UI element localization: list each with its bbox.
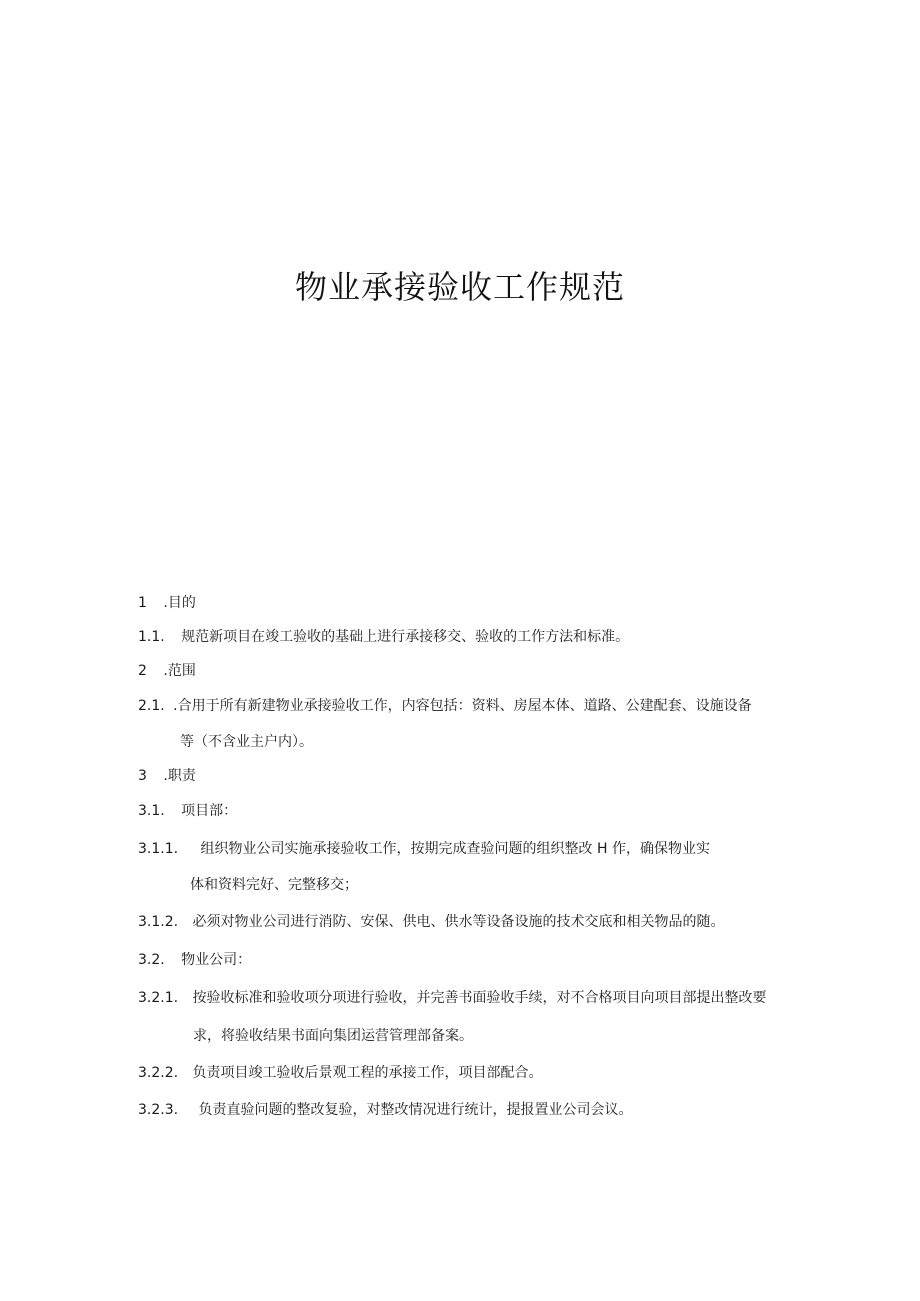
document-title: 物业承接验收工作规范	[294, 268, 625, 306]
clause-text: 规范新项目在竣工验收的基础上进行承接移交、验收的工作方法和标准。	[181, 629, 630, 645]
clause-number: 3.2.1.	[138, 990, 179, 1006]
clause-text: 组织物业公司实施承接验收工作，按期完成查验问题的组织整改 H 作，确保物业实	[200, 841, 710, 857]
clause-3-2-1	[138, 989, 767, 1007]
clause-text: .合用于所有新建物业承接验收工作，内容包括：资料、房屋本体、道路、公建配套、设施设备	[173, 698, 752, 714]
clause-text: 负责直验问题的整改复验，对整改情况进行统计，提报置业公司会议。	[198, 1102, 633, 1118]
section-heading-scope	[138, 662, 196, 680]
clause-3-1	[138, 802, 237, 820]
section-number: 3	[138, 768, 147, 784]
clause-3-2-1-continuation	[193, 1027, 473, 1045]
clause-text: 项目部：	[181, 803, 238, 819]
section-heading-responsibilities	[138, 767, 196, 785]
section-number: 1	[138, 595, 147, 611]
clause-number: 3.1.2.	[138, 914, 179, 930]
clause-number: 3.2.2.	[138, 1065, 179, 1081]
clause-1-1	[138, 628, 629, 646]
clause-3-2-2	[138, 1064, 543, 1082]
clause-2-1	[138, 697, 752, 715]
clause-number: 3.1.1.	[138, 841, 179, 857]
clause-3-2	[138, 951, 251, 969]
clause-2-1-continuation	[180, 733, 313, 751]
clause-text: 求，将验收结果书面向集团运营管理部备案。	[193, 1028, 473, 1044]
clause-number: 1.1.	[138, 629, 165, 645]
section-heading-purpose	[138, 594, 196, 612]
clause-text: 负责项目竣工验收后景观工程的承接工作，项目部配合。	[192, 1065, 543, 1081]
clause-3-1-2	[138, 913, 725, 931]
clause-number: 3.2.	[138, 952, 165, 968]
clause-text: 按验收标准和验收项分项进行验收，并完善书面验收手续，对不合格项目向项目部提出整改要	[192, 990, 767, 1006]
clause-text: 等（不含业主户内）。	[180, 734, 313, 750]
clause-3-1-1-continuation	[190, 876, 358, 894]
section-text: .范围	[163, 663, 196, 679]
clause-text: 必须对物业公司进行消防、安保、供电、供水等设备设施的技术交底和相关物品的随。	[192, 914, 725, 930]
clause-3-2-3	[138, 1101, 633, 1119]
section-number: 2	[138, 663, 147, 679]
clause-3-1-1	[138, 840, 710, 858]
clause-text: 物业公司：	[181, 952, 252, 968]
clause-text: 体和资料完好、完整移交；	[190, 877, 358, 893]
clause-number: 3.1.	[138, 803, 165, 819]
section-text: .职责	[163, 768, 196, 784]
clause-number: 3.2.3.	[138, 1102, 179, 1118]
clause-number: 2.1.	[138, 698, 165, 714]
section-text: .目的	[163, 595, 196, 611]
